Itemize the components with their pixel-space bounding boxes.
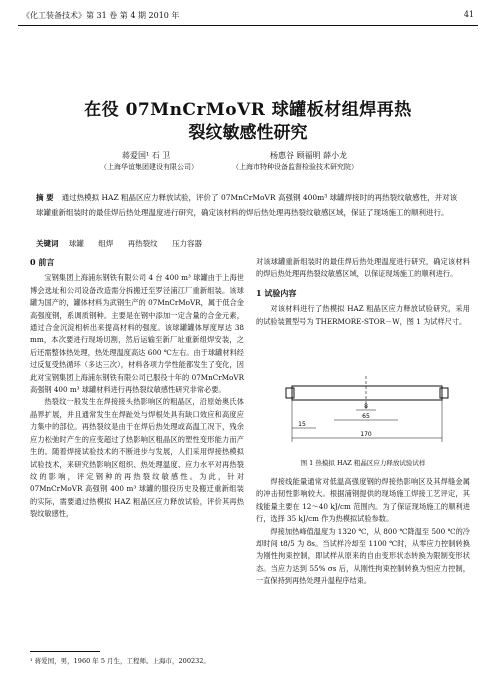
paragraph: 热裂纹一般发生在焊接接头热影响区的粗晶区，沿原始奥氏体晶界扩展，并且通常发生在焊趾处与焊根处具有缺口效应和高度应力集中的部位。再热裂纹是由于在焊后热处理或高温工况下，残余应力松弛时产生的应变超过了热影响区粗晶区的塑性变形能力而产生的。随着焊接试验技术的不断进步与发展，人们采用焊接热模拟试验技术，来研究热影响区组织、热处理温度、应力水平对再热裂纹的影响，评定钢种的再热裂纹敏感性。为此，针对 07MnCrMoVR 高强钢 400 m³ 球罐的服役历史及搬迁重新组装的实际，需要通过热模拟 HAZ 粗晶区应力释放试验，评价其再热裂纹敏感性， <box>30 397 244 519</box>
keyword: 压力容器 <box>172 239 203 248</box>
left-column <box>30 256 244 521</box>
running-header <box>22 10 474 21</box>
footnote-rule <box>30 651 100 652</box>
right-column-top <box>256 256 470 328</box>
paragraph: 宝钢集团上海浦东钢铁有限公司 4 台 400 m³ 球罐由于上海世博会选址和公司设备改造需分拆搬迁至罗泾浦江厂重新组装。该球罐为国产的，罐体材料为武钢生产的 07MnCrMoVR，属于低合金高强度钢，系调质钢种。主要是在钢中添加一定含量的合金元素，通过合金沉淀相析出来提高材料的强度。该球罐罐体厚度厚达 38 mm，本次要进行现场切割，然后运输至新厂址重新组焊安装，之后还需整体热处理，热处理温度高达 600 ℃左右。由于球罐材料经过反复受热循环（多达三次），材料各项力学性能都发生了变化，因此对宝钢集团上海浦东钢铁有限公司已服役十年的 07MnCrMoVR 高强钢 400 m³ 球罐材料进行再热裂纹敏感性研究非常必要。 <box>30 273 244 395</box>
footnote: ¹ 蒋爱国，男，1960 年 5 月生，工程师。上海市，200232。 <box>30 657 210 665</box>
title-line-2: 裂纹敏感性研究 <box>188 123 308 143</box>
journal-info: 《化工装备技术》第 31 卷 第 4 期 2010 年 <box>22 11 180 20</box>
page-number: 41 <box>463 10 474 19</box>
abstract <box>36 190 464 220</box>
dim-label: 15 <box>298 421 306 428</box>
affiliation-1: （上海华谊集团建设有限公司） <box>100 163 198 171</box>
keywords <box>36 238 214 249</box>
section-heading-intro: 0 前言 <box>30 257 55 267</box>
dim-label: 65 <box>362 413 370 420</box>
authors-group-1: 蒋爱国¹ 石 卫 <box>122 151 171 160</box>
keyword: 组焊 <box>98 239 114 248</box>
paragraph: 对该球罐重新组装时的最佳焊后热处理温度进行研究，确定该材料的焊后热处理再热裂纹敏感区域，以保证现场施工的顺利进行。 <box>256 257 470 279</box>
header-rule <box>18 25 478 26</box>
keywords-label: 关键词 <box>36 239 59 248</box>
right-column-bottom <box>256 476 470 588</box>
section-heading-test: 1 试验内容 <box>256 287 297 298</box>
keyword: 再热裂纹 <box>127 239 158 248</box>
dim-label: 170 <box>360 431 372 438</box>
figure-caption: 图 1 热模拟 HAZ 粗晶区应力释放试验试样 <box>300 459 426 467</box>
keyword: 球罐 <box>68 239 84 248</box>
specimen-drawing <box>256 366 470 456</box>
abstract-label: 摘 要 <box>36 193 54 202</box>
authors-group-2: 杨惠谷 顾福明 薛小龙 <box>270 151 348 160</box>
title-line-1: 在役 07MnCrMoVR 球罐板材组焊再热 <box>84 100 412 120</box>
affiliation-2: （上海市特种设备监督检验技术研究院） <box>232 163 358 171</box>
dim-label: 8 <box>364 403 368 410</box>
paragraph: 焊接加热峰值温度为 1320 ℃，从 800 ℃降温至 500 ℃的冷却时间 t8/5 为 8s。当试样冷却至 1100 ℃时，从零应力控制转换为刚性拘束控制，即试样从原来的自由变形状态转换为限制变形状态。当应力达到 55% σs 后，从刚性拘束控制转换为恒应力控制，一直保持到再热处理升温程序结束。 <box>256 526 470 586</box>
paragraph: 对该材料进行了热模拟 HAZ 粗晶区应力释放试验研究，采用的试验装置型号为 THERMORE-STOR－W，图 1 为试样尺寸。 <box>256 304 470 326</box>
paragraph: 焊接线能量通常对低温高强度钢的焊接热影响区及其焊缝金属的冲击韧性影响较大。根据浦钢提供的现场施工焊接工艺评定，其线能量主要在 12～40 kJ/cm 范围内。为了保证现场施工的顺利进行，选择 35 kJ/cm 作为热模拟试验参数。 <box>256 477 470 524</box>
abstract-text: 通过热模拟 HAZ 粗晶区应力释放试验，评价了 07MnCrMoVR 高强钢 400m³ 球罐焊接时的再热裂纹敏感性，并对该球罐重新组装时的最佳焊后热处理温度进行研究，确定该材料的焊后热处理再热裂纹敏感区域，保证了现场施工的顺利进行。 <box>36 193 458 217</box>
